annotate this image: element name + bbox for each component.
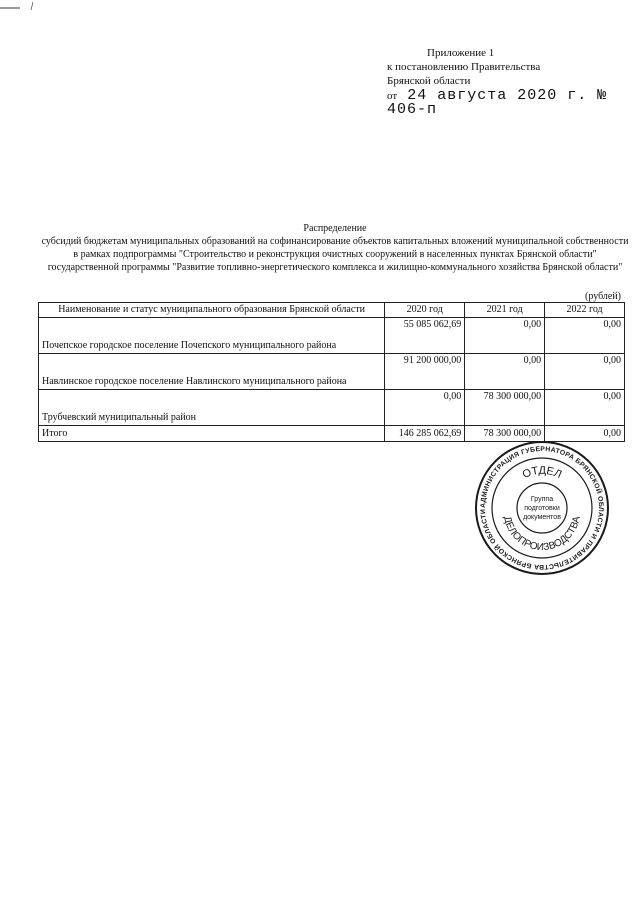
heading-title: Распределение (303, 223, 367, 234)
table-row (39, 354, 625, 390)
row-2022: 0,00 (545, 318, 625, 354)
header-2020: 2020 год (385, 303, 465, 318)
stamp-center-line3: документов (523, 514, 561, 521)
row-name: Навлинское городское поселение Навлинского муниципального района (39, 354, 385, 390)
row-2021: 78 300 000,00 (465, 390, 545, 426)
row-2021: 0,00 (465, 354, 545, 390)
table-header-row (39, 303, 625, 318)
distribution-table (38, 302, 625, 442)
appendix-block (387, 46, 640, 117)
stamp-ring-text: АДМИНИСТРАЦИЯ ГУБЕРНАТОРА БРЯНСКОЙ ОБЛАСТИ И ПРАВИТЕЛЬСТВА БРЯНСКОЙ ОБЛАСТИ (479, 445, 605, 571)
total-2020: 146 285 062,69 (385, 426, 465, 442)
heading-body: субсидий бюджетам муниципальных образований на софинансирование объектов капитальных вложений муниципальной собственности в рамках подпрограммы "Строительство и реконструкция очистных сооружений в населенных пунктах Брянской области" государственной программы "Развитие топливно-энергетического комплекса и жилищно-коммунального хозяйства Брянской области" (41, 236, 629, 273)
row-2022: 0,00 (545, 354, 625, 390)
table-row (39, 390, 625, 426)
row-2020: 91 200 000,00 (385, 354, 465, 390)
table-row (39, 318, 625, 354)
scan-marks (0, 0, 640, 20)
appendix-date-line (387, 89, 640, 117)
appendix-region-line: Брянской области (387, 75, 471, 87)
svg-text:ОТДЕЛ (521, 465, 564, 481)
row-2022: 0,00 (545, 390, 625, 426)
stamp-center-line2: подготовки (524, 505, 560, 512)
stamp-center-line1: Группа (530, 496, 554, 503)
office-stamp (474, 440, 610, 576)
header-name: Наименование и статус муниципального образования Брянской области (39, 303, 385, 318)
total-name: Итого (39, 426, 385, 442)
row-2020: 55 085 062,69 (385, 318, 465, 354)
row-2020: 0,00 (385, 390, 465, 426)
header-2021: 2021 год (465, 303, 545, 318)
header-2022: 2022 год (545, 303, 625, 318)
unit-label: (рублей) (585, 291, 622, 302)
stamp-top-text: ОТДЕЛ (520, 464, 564, 482)
total-2022: 0,00 (545, 426, 625, 442)
row-name: Почепское городское поселение Почепского муниципального района (39, 318, 385, 354)
row-name: Трубчевский муниципальный район (39, 390, 385, 426)
date-prefix: от (387, 90, 398, 102)
appendix-title: Приложение 1 (427, 47, 495, 59)
row-2021: 0,00 (465, 318, 545, 354)
total-2021: 78 300 000,00 (465, 426, 545, 442)
document-heading (40, 222, 630, 274)
appendix-resolution-line: к постановлению Правительства (387, 61, 541, 73)
date-text: 24 августа 2020 г. № 406-п (387, 87, 608, 118)
stamp-bottom-text: ДЕЛОПРОИЗВОДСТВА (501, 515, 583, 554)
